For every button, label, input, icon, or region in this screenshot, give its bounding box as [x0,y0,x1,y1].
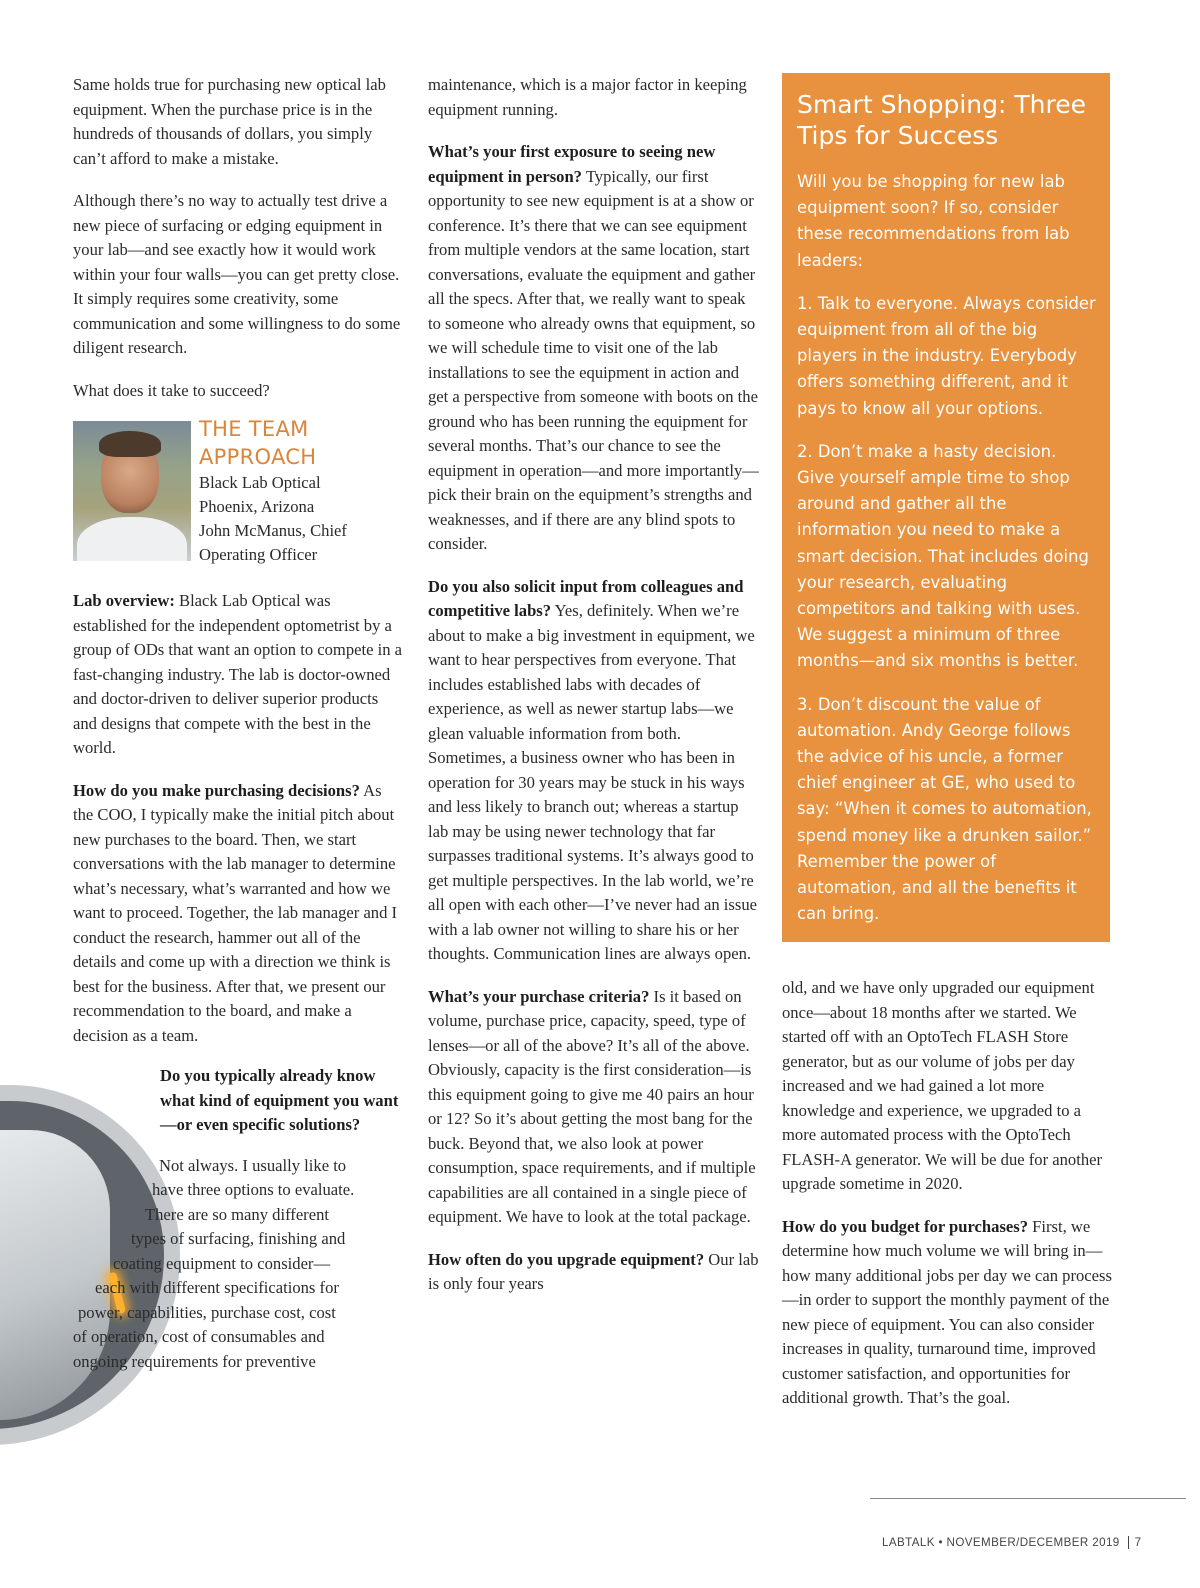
portrait-photo [73,421,191,561]
qa-budget: How do you budget for purchases? First, we determine how much volume we will bring in—how many additional jobs per day we can process—in order to support the monthly payment of the new piece of equipment. You can also consider increases in quality, turnaround time, improved customer satisfaction, and opportunities for additional growth. That’s the goal. [782,1216,1112,1407]
sidebar-tip-3: 3. Don’t discount the value of automation. Andy George follows the advice of his uncle, a former chief engineer at GE, who used to say: “When it comes to automation, spend money like a drunken sailor.” Remember the power of automation, and all the benefits it can bring. [797,694,1092,924]
tips-sidebar [782,73,1110,942]
publication-info: LABTALK • NOVEMBER/DECEMBER 2019 [882,1536,1120,1549]
paragraph: Same holds true for purchasing new optical lab equipment. When the purchase price is in the hundreds of thousands of dollars, you simply can’t afford to make a mistake. [73,75,386,168]
paragraph: What does it take to succeed? [73,380,270,400]
answer-wrapped: Not always. I usually like to have three options to evaluate. There are so many different types of surfacing, finishing and coating equipment to consider— each with different specifications for power, capabilities, purchase cost, cost of operation, cost of consumables and ongoing requirements for preventive [73,1155,355,1371]
page-number: 7 [1128,1536,1142,1549]
qa-upgrade: How often do you upgrade equipment? Our lab is only four years [428,1249,759,1293]
column-2 [428,73,760,1315]
lab-name: Black Lab Optical [199,473,321,492]
person-name: John McManus, Chief Operating Officer [199,521,347,564]
column-1 [73,73,403,1374]
sidebar-tip-2: 2. Don’t make a hasty decision. Give yourself ample time to shop around and gather all the information you need to make a smart decision. That includes doing your research, evaluating competitors and talking with uses. We suggest a minimum of three months—and six months is better. [797,441,1089,671]
column-3 [782,976,1112,1429]
lab-location: Phoenix, Arizona [199,497,315,516]
footer-rule [870,1498,1186,1499]
team-profile [73,417,403,567]
sidebar-tip-1: 1. Talk to everyone. Always consider equipment from all of the big players in the industry. Everybody offers something different, and it pays to know all your options. [797,293,1096,418]
qa-first-exposure: What’s your first exposure to seeing new equipment in person? Typically, our first opportunity to see new equipment is at a show or conference. It’s there that we can see equipment from multiple vendors at the same location, start conversations, evaluate the equipment and gather all the specs. After that, we really want to speak to someone who already owns that equipment, so we will schedule time to visit one of the lab installations to see the equipment in action and get a perspective from someone with boots on the ground who has been running the equipment for several months. That’s our chance to see the equipment in operation—and more importantly—pick their brain on the equipment’s strengths and weaknesses, and if there are any blind spots to consider. [428,142,759,553]
sidebar-title: Smart Shopping: Three Tips for Success [797,90,1086,150]
question-heading: Do you typically already know what kind of equipment you want—or even specific solutions? [160,1066,399,1134]
team-title: THE TEAM APPROACH [199,417,317,469]
paragraph: maintenance, which is a major factor in keeping equipment running. [428,75,747,119]
lab-overview: Lab overview: Black Lab Optical was established for the independent optometrist by a group of ODs that want an option to compete in a fast-changing industry. The lab is doctor-owned and doctor-driven to deliver superior products and designs that compete with the best in the world. [73,591,403,757]
qa-input: Do you also solicit input from colleagues and competitive labs? Yes, definitely. When we’re about to make a big investment in equipment, we want to hear perspectives from everyone. That includes established labs with decades of experience, as well as newer startup labs—we glean valuable information from both. Sometimes, a business owner who has been in operation for 30 years may be stuck in his ways and less likely to branch out; whereas a startup lab may be using newer technology that far surpasses traditional systems. It’s always good to get multiple perspectives. In the lab world, we’re all open with each other—I’ve never had an issue with a lab owner not willing to share his or her thoughts. Communication lines are always open. [428,576,757,963]
qa-purchasing: How do you make purchasing decisions? As the COO, I typically make the initial pitch about new purchases to the board. Then, we start conversations with the lab manager to determine what’s necessary, what’s warranted and how we want to proceed. Together, the lab manager and I conduct the research, hammer out all of the details and come up with a direction we think is best for the business. After that, we present our recommendation to the board, and make a decision as a team. [73,780,398,1045]
page-footer [882,1536,1142,1549]
paragraph: Although there’s no way to actually test drive a new piece of surfacing or edging equipment in your lab—and see exactly how it would work within your four walls—you can get pretty close. It simply requires some creativity, some communication and some willingness to do some diligent research. [73,191,401,357]
qa-criteria: What’s your purchase criteria? Is it based on volume, purchase price, capacity, speed, type of lenses—or all of the above? It’s all of the above. Obviously, capacity is the first consideration—is this equipment going to give me 40 pairs an hour or 12? So it’s about getting the most bang for the buck. Beyond that, we also look at power consumption, space requirements, and if multiple capabilities are all contained in a single piece of equipment. We have to look at the total package. [428,986,756,1226]
sidebar-intro: Will you be shopping for new lab equipment soon? If so, consider these recommendations from lab leaders: [797,172,1070,270]
paragraph: old, and we have only upgraded our equipment once—about 18 months after we started. We started off with an OptoTech FLASH Store generator, but as our volume of jobs per day increased and we had gained a lot more knowledge and experience, we upgraded to a more automated process with the OptoTech FLASH-A generator. We will be due for another upgrade sometime in 2020. [782,978,1103,1193]
team-info [199,417,403,567]
